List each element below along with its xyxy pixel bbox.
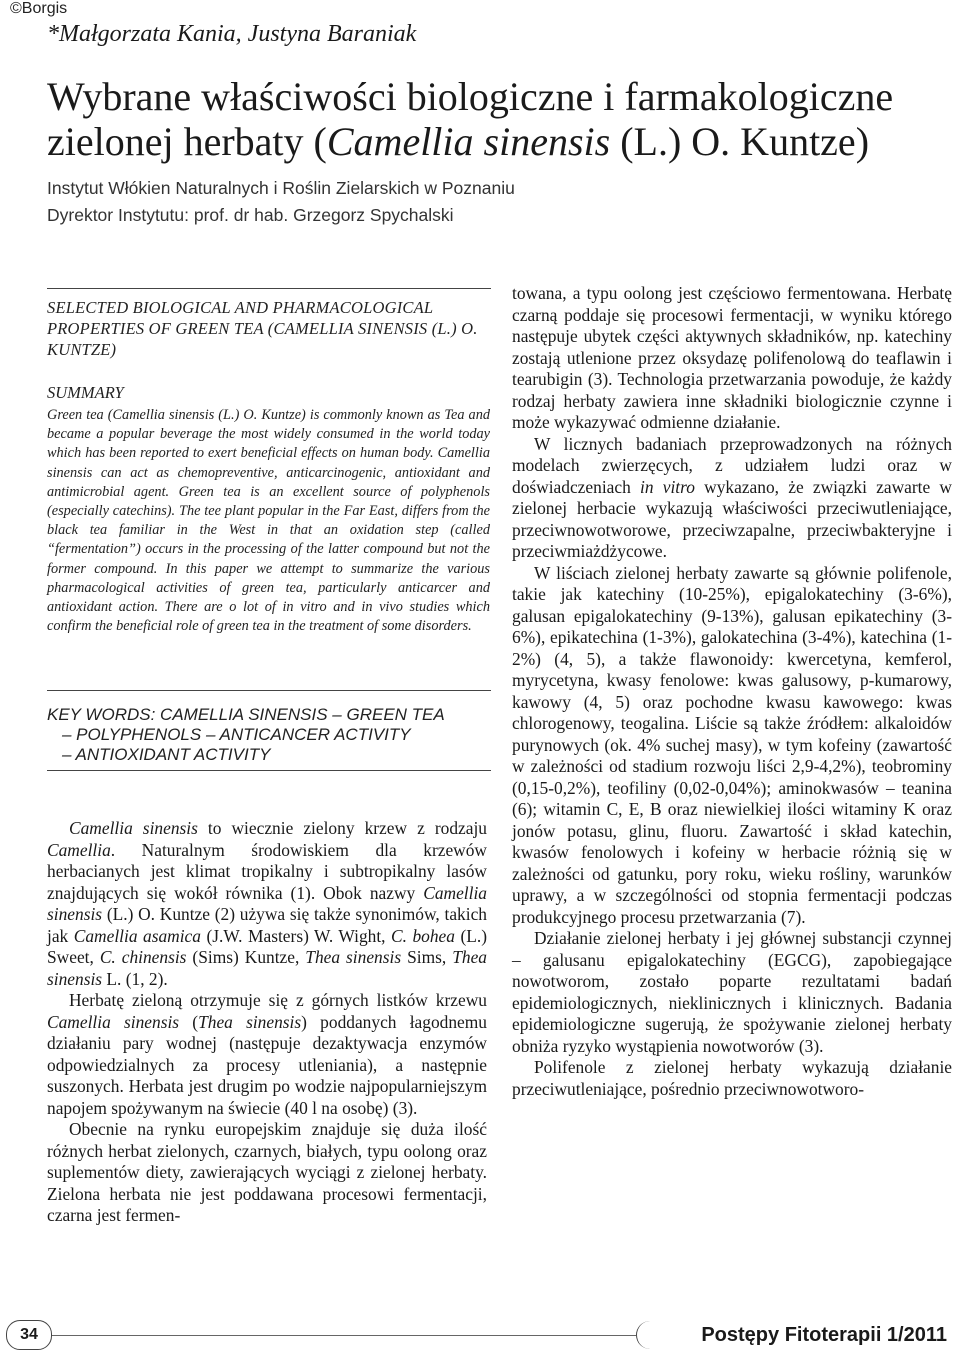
italic-text: Camellia sinensis xyxy=(47,882,487,924)
keywords-line2: – POLYPHENOLS – ANTICANCER ACTIVITY xyxy=(62,725,411,744)
italic-text: C. bohea xyxy=(391,925,455,946)
text: (Sims) Kuntze, xyxy=(186,947,306,967)
keywords xyxy=(47,705,491,765)
text: (L.) Sweet, xyxy=(47,925,488,967)
summary-heading: SUMMARY xyxy=(47,383,124,402)
left-paragraph-1 xyxy=(47,818,487,990)
keywords-line1: KEY WORDS: CAMELLIA SINENSIS – GREEN TEA xyxy=(47,705,445,724)
text: W licznych badaniach przeprowadzonych na różnych modelach zwierzęcych, z udziałem ludzi oraz w doświadczeniach xyxy=(512,433,952,497)
right-paragraph-5: Polifenole z zielonej herbaty wykazują działanie przeciwutleniające, pośrednio przeciwnowotworo- xyxy=(512,1057,952,1099)
italic-text: Camellia asamica xyxy=(73,925,201,946)
right-column xyxy=(512,283,952,1100)
left-paragraph-3: Obecnie na rynku europejskim znajduje się duża ilość różnych herbat zielonych, czarnych, białych, typu oolong oraz suplementów diety, zawierających wyciągi z zielonej herbaty. Zielona herbata nie jest poddawana procesowi fermentacji, czarna jest fermen- xyxy=(47,1119,487,1225)
italic-text: Thea sinensis xyxy=(305,947,402,967)
copyright-notice: ©Borgis xyxy=(10,0,68,17)
page-number: 34 xyxy=(6,1320,52,1350)
italic-text: Camellia xyxy=(47,839,111,860)
text: Herbatę zieloną otrzymuje się z górnych listków krzewu xyxy=(69,990,487,1010)
text: . Naturalnym środowiskiem dla krzewów herbacianych jest klimat tropikalny i subtropikalny lasów znajdujących się wokół równika (1). Obok nazwy xyxy=(47,839,487,903)
text: ( xyxy=(179,1011,199,1032)
title-italic: Camellia sinensis xyxy=(326,119,611,164)
text: to wiecznie zielony krzew z rodzaju xyxy=(197,818,487,838)
right-paragraph-4: Działanie zielonej herbaty i jej głównej substancji czynnej – galusanu epigalokatechiny (EGCG), zapobiegające nowotworom, zostało poparte rezultatami badań epidemiologicznych, nieklinicznych i klinicznych. Badania epidemiologiczne sugerują, że spożywanie zielonej herbaty obniża ryzyko wystąpienia nowotworów (3). xyxy=(512,928,952,1056)
text: L. (1, 2). xyxy=(102,968,168,989)
english-title: SELECTED BIOLOGICAL AND PHARMACOLOGICAL PROPERTIES OF GREEN TEA (CAMELLIA SINENSIS (L.) O. KUNTZE) xyxy=(47,298,478,359)
left-column xyxy=(47,818,487,1227)
right-paragraph-1: towana, a typu oolong jest częściowo fermentowana. Herbatę czarną poddaje się procesowi fermentacji, w wyniku którego następuje ubytek części aktywnych składników, np. katechiny zostają utlenione przez oksydazę polifenolową do teaflawin i tearubigin (3). Technologia przetwarzania powoduje, że każdy rodzaj herbaty zawiera inne składniki biologicznie czynne i może wykazywać odmienne działanie. xyxy=(512,283,952,432)
article-title xyxy=(47,74,927,164)
italic-text: Camellia sinensis xyxy=(47,1011,180,1032)
divider-top xyxy=(47,288,491,289)
right-paragraph-3: W liściach zielonej herbaty zawarte są głównie polifenole, takie jak katechiny (10-25%), epigalokatechiny (3-6%), galusan epigalokatechiny (9-13%), galusan epikatechiny (3-6%), epikatechina (1-3%), galokatechina (3-4%), katechina (1-2%) (4, 5), a także flawonoidy: kwercetyna, kemferol, myrycetyna, kwasy fenolowe: kwas galusowy, p-kumarowy, kawowy (4, 5) oraz pochodne kwasu kawowego: kwas chlorogenowy, teogalina. Liście są także źródłem: alkaloidów purynowych (ok. 4% suchej masy), w tym kofeiny (zawartość w zależności od stadium rozwoju liści 2,9-4,2%), teobrominy (0,15-0,2%), teofiliny (0,02-0,04%); aminokwasów – teanina (6); witamin C, E, B oraz niewielkiej ilości witaminy K oraz jonów potasu, glinu, fluoru. Zawartość i skład katechin, kwasów fenolowych i kofeiny w herbacie różnią się w zależności od gatunku, pory roku, wieku rośliny, warunków uprawy, a w szczególności od stopnia fermentacji podczas produkcyjnego procesu przetwarzania (7). xyxy=(512,562,952,927)
footer-rule xyxy=(50,1335,636,1336)
text: Sims, xyxy=(401,947,453,967)
affiliation xyxy=(47,175,515,229)
divider-keywords-top xyxy=(47,690,491,691)
italic-text: C. chinensis xyxy=(99,947,187,967)
divider-keywords-bottom xyxy=(47,770,491,771)
right-paragraph-2 xyxy=(512,434,952,563)
title-part2: (L.) O. Kuntze) xyxy=(610,119,870,164)
italic-text: Thea sinensis xyxy=(47,947,487,989)
affiliation-director: Dyrektor Instytutu: prof. dr hab. Grzegorz Spychalski xyxy=(47,205,454,225)
italic-text: in vitro xyxy=(640,476,695,497)
text: ) poddanych łagodnemu działaniu pary wodnej (następuje dezaktywacja enzymów odpowiedzialnych za procesy utleniania), a następnie suszonych. Herbata jest drugim po wodzie najpopularniejszym napojem spożywanym na świecie (40 l na osobę) (3). xyxy=(47,1011,487,1118)
keywords-line3: – ANTIOXIDANT ACTIVITY xyxy=(62,745,271,764)
left-paragraph-2 xyxy=(47,990,487,1119)
text: (L.) O. Kuntze (2) używa się także synonimów, takich jak xyxy=(47,904,487,946)
text: wykazano, że związki zawarte w zielonej herbacie wykazują właściwości przeciwutleniające, przeciwnowotworowe, przeciwzapalne, przeciwbakteryjne i przeciwmiażdżycowe. xyxy=(512,476,952,561)
abstract-text: Green tea (Camellia sinensis (L.) O. Kuntze) is commonly known as Tea and became a popular beverage the most widely consumed in the world today which has been reported to exert beneficial effects on human body. Camellia sinensis can act as chemopreventive, anticarcinogenic, antioxidant and antimicrobial agent. Green tea is an excellent source of polyphenols (especially catechins). The tee plant popular in the Far East, differs from the black tea familiar in the West in that an oxidation step (called “fermentation”) occurs in the processing of the latter compound but not the former compound. In this paper we attempt to summarize the various pharmacological activities of green tea, particularly anticarcer and antioxidant action. There are o lot of in vitro and in vivo studies which confirm the beneficial role of green tea in the treatment of some disorders. xyxy=(47,407,490,635)
journal-name: Postępy Fitoterapii 1/2011 xyxy=(636,1321,955,1349)
affiliation-institute: Instytut Włókien Naturalnych i Roślin Zielarskich w Poznaniu xyxy=(47,178,515,198)
title-part1: Wybrane właściwości biologiczne i farmakologiczne zielonej herbaty ( xyxy=(47,74,894,164)
text: (J.W. Masters) W. Wight, xyxy=(200,925,392,946)
authors: *Małgorzata Kania, Justyna Baraniak xyxy=(47,21,417,47)
italic-text: Camellia sinensis xyxy=(69,818,198,838)
italic-text: Thea sinensis xyxy=(198,1011,302,1032)
